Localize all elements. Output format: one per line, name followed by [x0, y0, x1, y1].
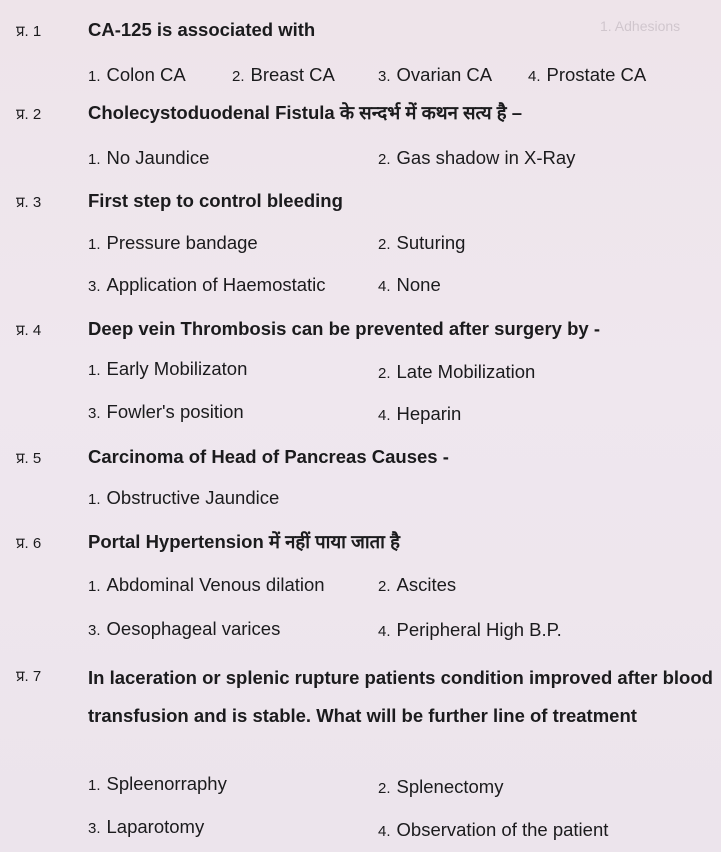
show-through-text: 1. Adhesions — [600, 18, 681, 34]
option: 3. Oesophageal varices — [88, 618, 281, 639]
option: 4. Peripheral High B.P. — [378, 619, 562, 640]
question-text: Portal Hypertension में नहीं पाया जाता है — [88, 531, 400, 552]
option: 2. Late Mobilization — [378, 361, 536, 382]
option: 2. Ascites — [378, 574, 457, 595]
option: 1. Abdominal Venous dilation — [88, 574, 325, 595]
question-text: Deep vein Thrombosis can be prevented after surgery by - — [88, 318, 600, 339]
option: 4. Heparin — [378, 403, 462, 424]
option: 2. Gas shadow in X-Ray — [378, 147, 576, 168]
option: 2. Splenectomy — [378, 776, 504, 797]
question-text: First step to control bleeding — [88, 190, 343, 211]
question-number: प्र. 5 — [16, 450, 42, 467]
question-text: In laceration or splenic rupture patients condition improved after blood transfusion and is stable. What will be further line of treatment — [88, 667, 713, 726]
option: 1. No Jaundice — [88, 147, 210, 168]
option: 4. Observation of the patient — [378, 819, 609, 840]
question-text: CA-125 is associated with — [88, 19, 316, 40]
option: 4. None — [378, 274, 441, 295]
option: 3. Application of Haemostatic — [88, 274, 326, 295]
option: 1. Pressure bandage — [88, 232, 258, 253]
option: 3. Laparotomy — [88, 816, 205, 837]
option: 3. Ovarian CA — [378, 64, 493, 85]
option: 2. Suturing — [378, 232, 466, 253]
option: 3. Fowler's position — [88, 401, 244, 422]
question-number: प्र. 7 — [16, 668, 42, 685]
question-number: प्र. 4 — [16, 322, 42, 339]
question-text: Cholecystoduodenal Fistula के सन्दर्भ में कथन सत्य है – — [88, 102, 523, 123]
question-number: प्र. 6 — [16, 535, 42, 552]
question-text: Carcinoma of Head of Pancreas Causes - — [88, 446, 449, 467]
option: 1. Early Mobilizaton — [88, 358, 248, 379]
option: 2. Breast CA — [232, 64, 335, 85]
option: 4. Prostate CA — [528, 64, 647, 85]
option: 1. Colon CA — [88, 64, 186, 85]
question-number: प्र. 2 — [16, 106, 42, 123]
option: 1. Obstructive Jaundice — [88, 487, 280, 508]
question-number: प्र. 1 — [16, 23, 42, 40]
option: 1. Spleenorraphy — [88, 773, 227, 794]
question-number: प्र. 3 — [16, 194, 42, 211]
